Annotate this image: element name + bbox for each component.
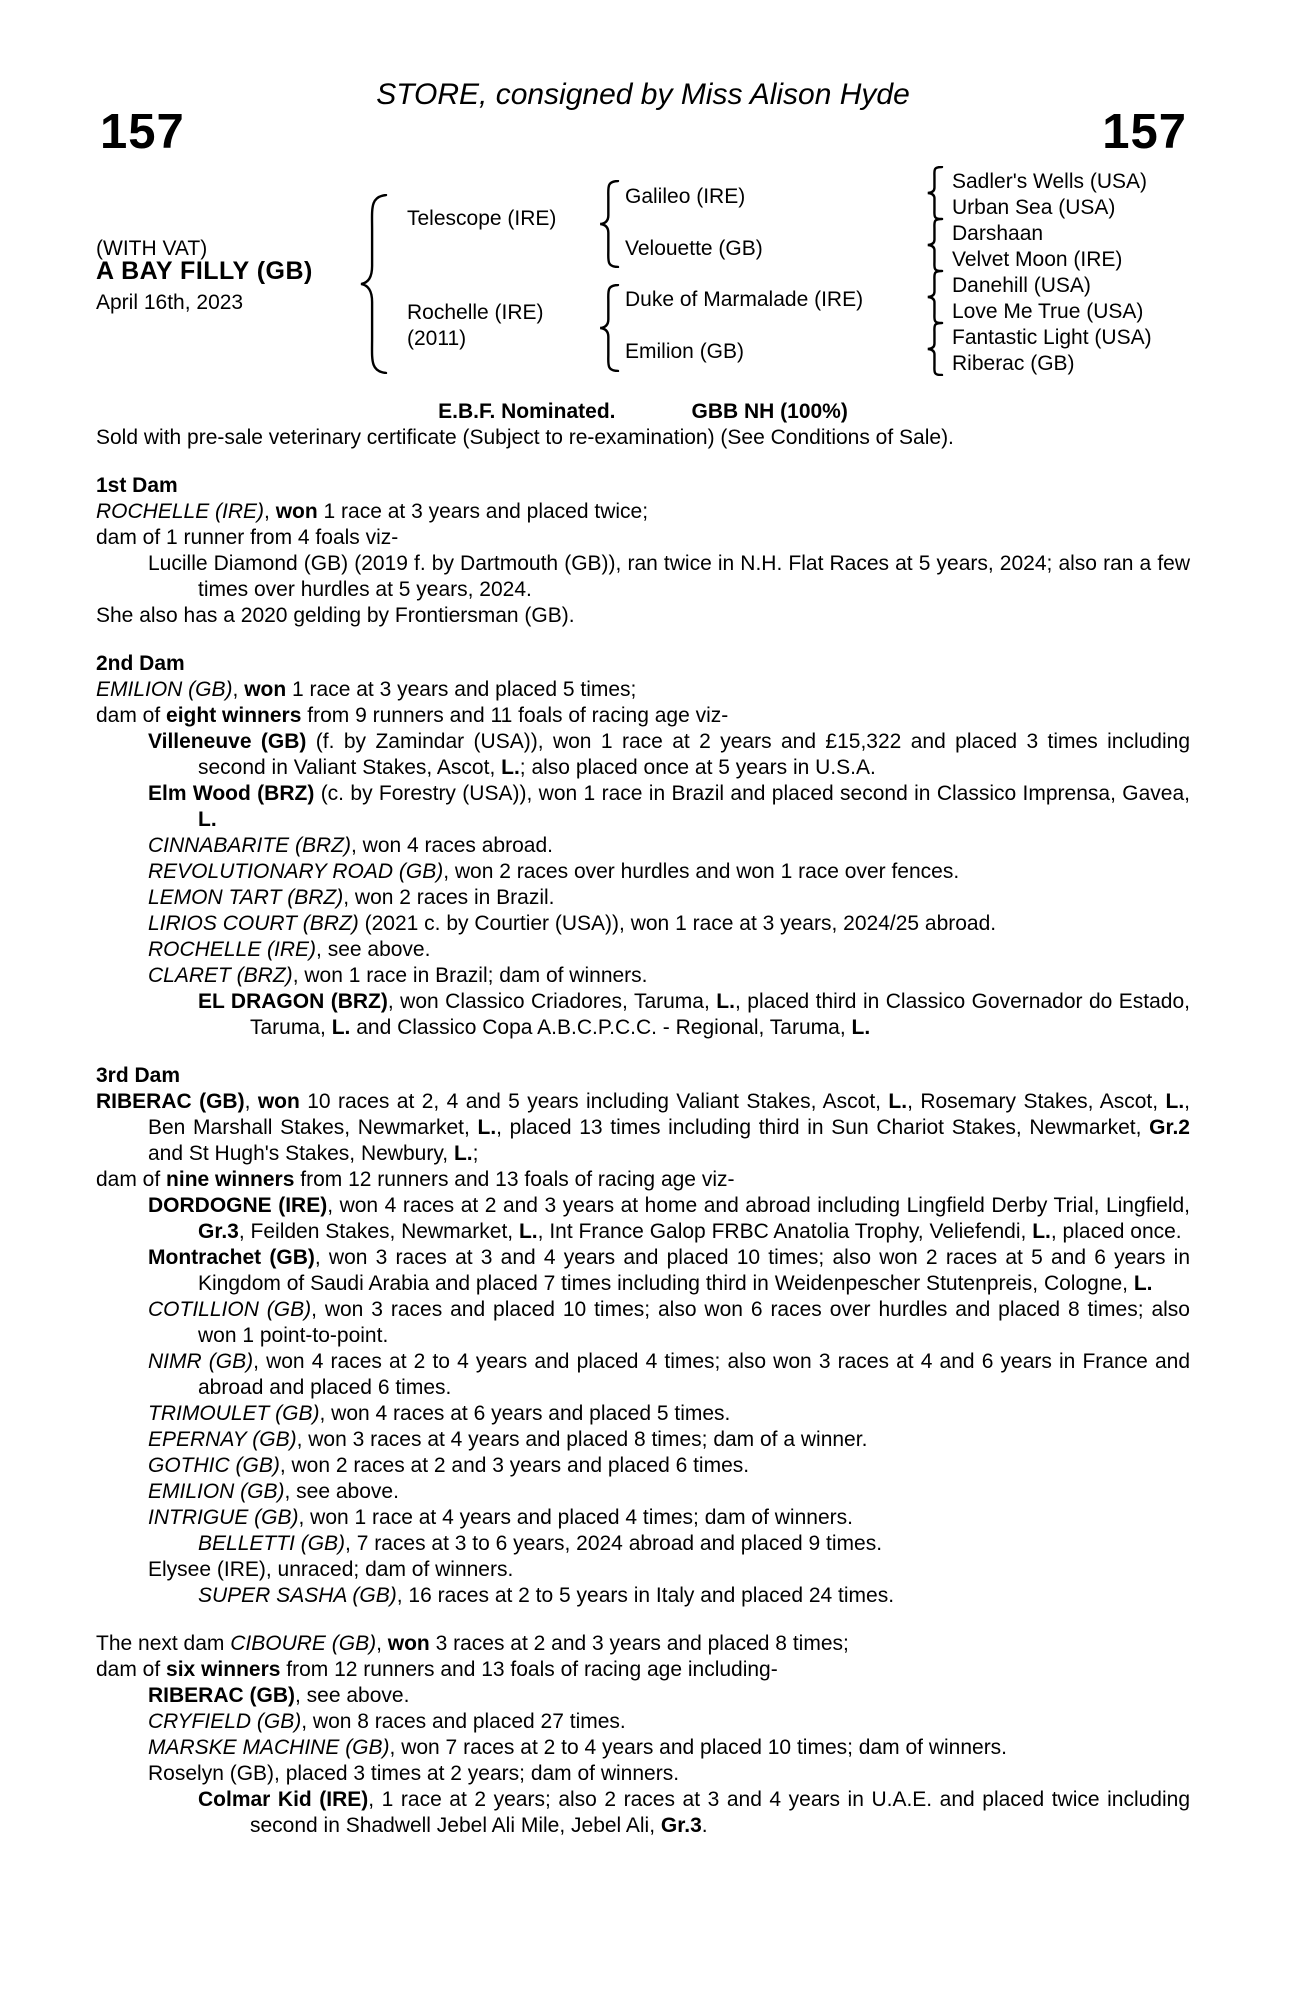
- pedigree-brace-g3-1: [926, 166, 944, 220]
- pedigree-brace-g3-2: [926, 218, 944, 272]
- pedigree-entry: DORDOGNE (IRE), won 4 races at 2 and 3 years at home and abroad including Lingfield Derby Trial, Lingfield, Gr.3, Feilden Stakes, Newmarket, L., Int France Galop FRBC Anatolia Trophy, Veliefendi, L., placed once.: [148, 1194, 1191, 1243]
- lot-number-right: 157: [1102, 105, 1187, 159]
- section-heading: 1st Dam: [96, 474, 178, 497]
- catalogue-text: [96, 399, 1190, 1839]
- gen3-name: Darshaan: [952, 222, 1044, 245]
- foaling-date: April 16th, 2023: [96, 291, 244, 314]
- sire-name: Telescope (IRE): [407, 207, 557, 230]
- pedigree-entry: MARSKE MACHINE (GB), won 7 races at 2 to 4 years and placed 10 times; dam of winners.: [148, 1736, 1008, 1759]
- sire-sire-name: Galileo (IRE): [625, 185, 746, 208]
- pedigree-entry: Lucille Diamond (GB) (2019 f. by Dartmouth (GB)), ran twice in N.H. Flat Races at 5 years, 2024; also ran a few times over hurdles at 5 years, 2024.: [148, 552, 1190, 601]
- pedigree-entry: LIRIOS COURT (BRZ) (2021 c. by Courtier (USA)), won 1 race at 3 years, 2024/25 abroad.: [148, 912, 997, 935]
- pedigree-brace-g3-4: [926, 322, 944, 376]
- lot-number-left: 157: [100, 105, 185, 159]
- pedigree-entry: INTRIGUE (GB), won 1 race at 4 years and placed 4 times; dam of winners.: [148, 1506, 853, 1529]
- dam-dam-name: Emilion (GB): [625, 340, 745, 363]
- pedigree-entry: dam of eight winners from 9 runners and 11 foals of racing age viz-: [96, 704, 729, 727]
- pedigree-entry: ROCHELLE (IRE), won 1 race at 3 years and placed twice;: [96, 500, 649, 523]
- pedigree-brace-sire: [598, 180, 620, 268]
- pedigree-entry: Roselyn (GB), placed 3 times at 2 years; dam of winners.: [148, 1762, 680, 1785]
- catalogue-body: [96, 473, 1190, 1839]
- pedigree-entry: CRYFIELD (GB), won 8 races and placed 27 times.: [148, 1710, 626, 1733]
- pedigree-entry: EMILION (GB), won 1 race at 3 years and placed 5 times;: [96, 678, 637, 701]
- gen3-name: Danehill (USA): [952, 274, 1091, 297]
- gbb-label: GBB NH (100%): [691, 400, 848, 423]
- pedigree-brace-main: [358, 194, 388, 374]
- pedigree-entry: EMILION (GB), see above.: [148, 1480, 399, 1503]
- sire-dam-name: Velouette (GB): [625, 237, 763, 260]
- with-vat-label: (WITH VAT): [96, 237, 208, 260]
- dam-section: [96, 651, 1190, 1041]
- pedigree-entry: RIBERAC (GB), won 10 races at 2, 4 and 5 years including Valiant Stakes, Ascot, L., Rosemary Stakes, Ascot, L., Ben Marshall Stakes, Newmarket, L., placed 13 times including third in Sun Chariot Stakes, Newmarket, Gr.2 and St Hugh's Stakes, Newbury, L.;: [96, 1090, 1191, 1165]
- pedigree-entry: Villeneuve (GB) (f. by Zamindar (USA)), won 1 race at 2 years and £15,322 and placed 3 times including second in Valiant Stakes, Ascot, L.; also placed once at 5 years in U.S.A.: [148, 730, 1190, 779]
- pedigree-entry: dam of 1 runner from 4 foals viz-: [96, 526, 399, 549]
- pedigree-entry: ROCHELLE (IRE), see above.: [148, 938, 431, 961]
- dam-section: [96, 1063, 1190, 1609]
- vet-certificate-line: Sold with pre-sale veterinary certificate (Subject to re-examination) (See Conditions of Sale).: [96, 426, 954, 449]
- gen3-name: Sadler's Wells (USA): [952, 170, 1147, 193]
- pedigree-entry: CLARET (BRZ), won 1 race in Brazil; dam of winners.: [148, 964, 648, 987]
- pedigree-entry: dam of six winners from 12 runners and 13 foals of racing age including-: [96, 1658, 778, 1681]
- gen3-name: Velvet Moon (IRE): [952, 248, 1123, 271]
- gen3-name: Love Me True (USA): [952, 300, 1144, 323]
- pedigree-entry: RIBERAC (GB), see above.: [148, 1684, 410, 1707]
- pedigree-entry: Colmar Kid (IRE), 1 race at 2 years; also 2 races at 3 and 4 years in U.A.E. and placed twice including second in Shadwell Jebel Ali Mile, Jebel Ali, Gr.3.: [198, 1788, 1190, 1837]
- pedigree-entry: Elm Wood (BRZ) (c. by Forestry (USA)), won 1 race in Brazil and placed second in Classico Imprensa, Gavea, L.: [148, 782, 1190, 831]
- pedigree-entry: NIMR (GB), won 4 races at 2 to 4 years and placed 4 times; also won 3 races at 4 and 6 years in France and abroad and placed 6 times.: [148, 1350, 1191, 1399]
- pedigree-entry: BELLETTI (GB), 7 races at 3 to 6 years, 2024 abroad and placed 9 times.: [198, 1532, 883, 1555]
- ebf-nominated-label: E.B.F. Nominated.: [438, 400, 616, 423]
- dam-section: [96, 1631, 1190, 1839]
- pedigree-entry: COTILLION (GB), won 3 races and placed 10 times; also won 6 races over hurdles and placed 8 times; also won 1 point-to-point.: [148, 1298, 1190, 1347]
- pedigree-entry: TRIMOULET (GB), won 4 races at 6 years and placed 5 times.: [148, 1402, 731, 1425]
- gen3-name: Riberac (GB): [952, 352, 1075, 375]
- section-heading: 2nd Dam: [96, 652, 185, 675]
- pedigree-brace-g3-3: [926, 270, 944, 324]
- horse-name: A BAY FILLY (GB): [96, 257, 313, 285]
- dam-name: Rochelle (IRE): [407, 301, 544, 324]
- dam-year: (2011): [407, 327, 467, 350]
- notice-line: [96, 399, 1190, 425]
- dam-sire-name: Duke of Marmalade (IRE): [625, 288, 864, 311]
- pedigree-entry: EPERNAY (GB), won 3 races at 4 years and placed 8 times; dam of a winner.: [148, 1428, 868, 1451]
- pedigree-entry: REVOLUTIONARY ROAD (GB), won 2 races over hurdles and won 1 race over fences.: [148, 860, 960, 883]
- dam-section: [96, 473, 1190, 629]
- pedigree-entry: LEMON TART (BRZ), won 2 races in Brazil.: [148, 886, 555, 909]
- pedigree-entry: Montrachet (GB), won 3 races at 3 and 4 years and placed 10 times; also won 2 races at 5 and 6 years in Kingdom of Saudi Arabia and placed 7 times including third in Weidenpescher Stutenpreis, Cologne, L.: [148, 1246, 1190, 1295]
- pedigree-entry: EL DRAGON (BRZ), won Classico Criadores, Taruma, L., placed third in Classico Governador do Estado, Taruma, L. and Classico Copa A.B.C.P.C.C. - Regional, Taruma, L.: [198, 990, 1190, 1039]
- pedigree-entry: GOTHIC (GB), won 2 races at 2 and 3 years and placed 6 times.: [148, 1454, 750, 1477]
- pedigree-entry: Elysee (IRE), unraced; dam of winners.: [148, 1558, 514, 1581]
- pedigree-entry: CINNABARITE (BRZ), won 4 races abroad.: [148, 834, 553, 857]
- pedigree-entry: She also has a 2020 gelding by Frontiersman (GB).: [96, 604, 575, 627]
- pedigree-entry: SUPER SASHA (GB), 16 races at 2 to 5 years in Italy and placed 24 times.: [198, 1584, 895, 1607]
- pedigree-brace-dam: [598, 284, 620, 372]
- pedigree-entry: The next dam CIBOURE (GB), won 3 races at 2 and 3 years and placed 8 times;: [96, 1632, 849, 1655]
- pedigree-table: [0, 0, 1315, 400]
- gen3-name: Urban Sea (USA): [952, 196, 1116, 219]
- section-heading: 3rd Dam: [96, 1064, 181, 1087]
- gen3-name: Fantastic Light (USA): [952, 326, 1152, 349]
- pedigree-entry: dam of nine winners from 12 runners and 13 foals of racing age viz-: [96, 1168, 735, 1191]
- consignor-line: STORE, consigned by Miss Alison Hyde: [376, 78, 910, 111]
